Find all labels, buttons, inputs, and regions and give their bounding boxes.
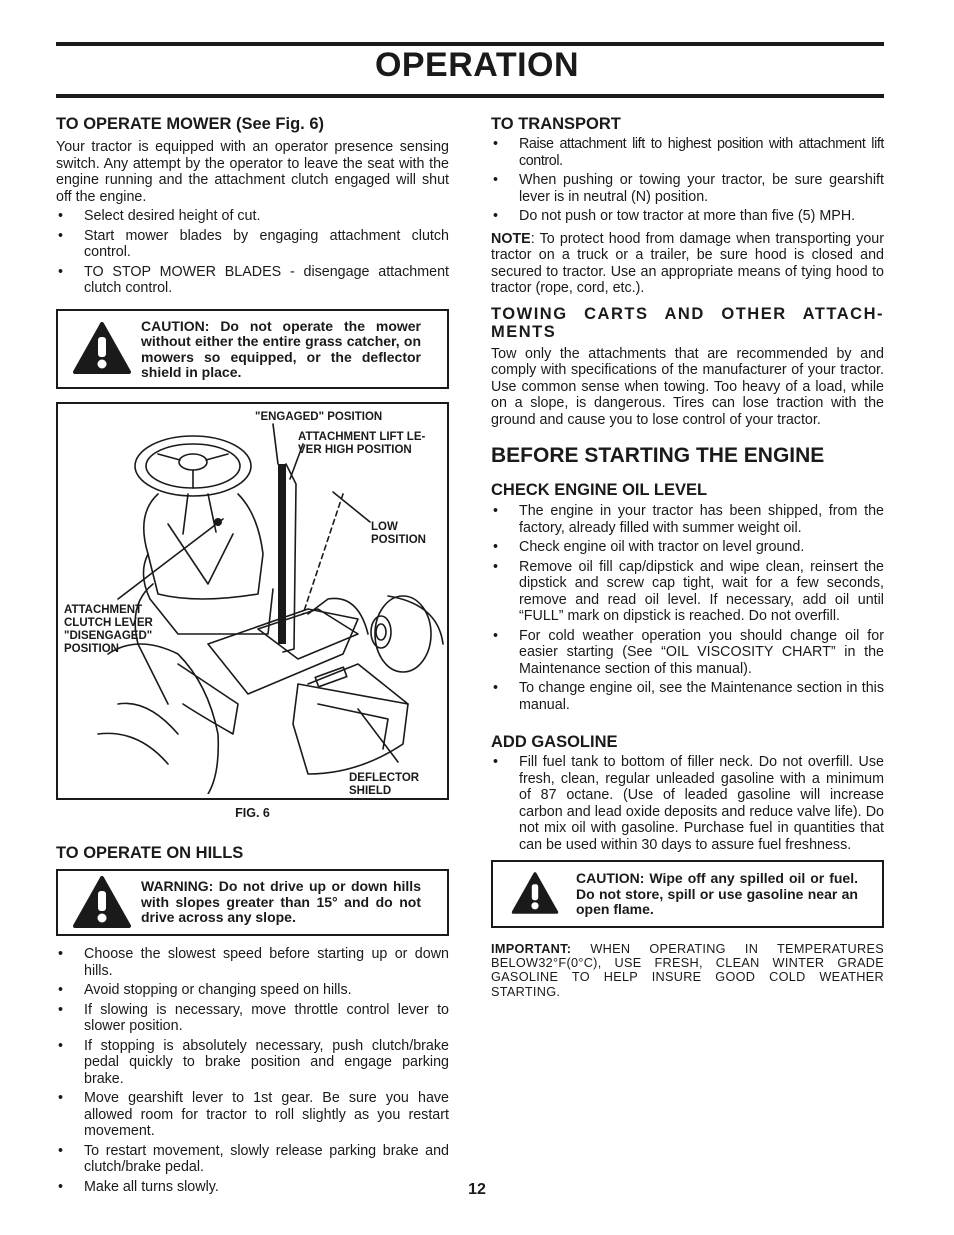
note-text: : To protect hood from damage when transporting your tractor on a truck or a trailer, be sure hood is closed and secured to tractor. Use an appropriate means of tying hood to tractor (rope, cord, etc.). <box>491 230 884 296</box>
gasoline-list <box>491 754 884 853</box>
list-item: • For cold weather operation you should change oil for easier starting (See “OIL VISCOSITY CHART” in the Maintenance section of this manual). <box>491 628 884 678</box>
list-item: • To restart movement, slowly release parking brake and clutch/brake pedal. <box>56 1143 449 1176</box>
label-low-position: LOW POSITION <box>371 520 426 546</box>
mower-heading: TO OPERATE MOWER (See Fig. 6) <box>56 115 324 133</box>
list-item: • If stopping is absolutely necessary, push clutch/brake pedal quickly to brake position and engage parking brake. <box>56 1038 449 1088</box>
caution-triangle-icon <box>72 321 132 375</box>
figure-6 <box>56 402 449 800</box>
label-deflector-shield: DEFLECTOR SHIELD <box>349 771 420 797</box>
list-item: • Move gearshift lever to 1st gear. Be sure you have allowed room for tractor to roll slightly as you restart movement. <box>56 1090 449 1140</box>
transport-note <box>491 231 884 297</box>
list-item: • Select desired height of cut. <box>56 208 449 225</box>
caution-triangle-icon <box>511 867 559 919</box>
hills-list <box>56 946 449 1195</box>
note-label: NOTE <box>491 230 531 247</box>
oil-list <box>491 503 884 713</box>
list-item: • Raise attachment lift to highest position with attachment lift control. <box>491 136 884 169</box>
list-item: • Make all turns slowly. <box>56 1179 449 1196</box>
before-starting-heading: BEFORE STARTING THE ENGINE <box>491 444 825 467</box>
list-item: • Avoid stopping or changing speed on hills. <box>56 982 449 999</box>
towing-text: Tow only the attachments that are recommended by and comply with specifications of the manufacturer of your tractor. Use common sense when towing. Too heavy of a load, while on a slope, is dangerous. Tires can lose traction with the ground and cause you to lose control of your tractor. <box>491 345 884 428</box>
list-item: • To change engine oil, see the Maintenance section in this manual. <box>491 680 884 713</box>
list-item: • Remove oil fill cap/dipstick and wipe clean, reinsert the dipstick and screw cap tight, wait for a few seconds, remove and read oil level. If necessary, add oil until “FULL” mark on dipstick is reached. Do not overfill. <box>491 559 884 625</box>
right-column <box>491 112 884 999</box>
gasoline-caution-box <box>491 860 884 928</box>
list-item: • Check engine oil with tractor on level ground. <box>491 539 884 556</box>
list-item: • Do not push or tow tractor at more than five (5) MPH. <box>491 208 884 225</box>
hills-warning-box <box>56 869 449 936</box>
tractor-illustration <box>58 404 447 794</box>
figure-caption: FIG. 6 <box>235 805 270 820</box>
list-item: • Fill fuel tank to bottom of filler neck. Do not overfill. Use fresh, clean, regular unleaded gasoline with a minimum of 87 octane. (Use of leaded gasoline will increase carbon and lead oxide deposits and reduce valve life). Do not mix oil with gasoline. Purchase fuel in quantities that can be used within 30 days to assure fuel freshness. <box>491 754 884 853</box>
left-column <box>56 112 449 1195</box>
transport-list <box>491 136 884 225</box>
gasoline-heading: ADD GASOLINE <box>491 733 618 751</box>
label-clutch-lever: ATTACHMENT CLUTCH LEVER "DISENGAGED" POSITION <box>64 603 153 655</box>
mower-intro: Your tractor is equipped with an operator presence sensing switch. Any attempt by the operator to leave the seat with the engine running and the attachment clutch engaged will shut off the engine. <box>56 139 449 205</box>
list-item: • Choose the slowest speed before starting up or down hills. <box>56 946 449 979</box>
mower-caution-box <box>56 309 449 389</box>
page-number: 12 <box>468 1181 486 1198</box>
list-item: • TO STOP MOWER BLADES - disengage attachment clutch control. <box>56 264 449 297</box>
label-engaged-position: "ENGAGED" POSITION <box>255 410 383 423</box>
important-note <box>491 942 884 999</box>
towing-heading: TOWING CARTS AND OTHER ATTACH-MENTS <box>491 304 884 341</box>
list-item: • The engine in your tractor has been shipped, from the factory, already filled with summer weight oil. <box>491 503 884 536</box>
mower-caution-text: CAUTION: Do not operate the mower without either the entire grass catcher, on mowers so equipped, or the deflector shield in place. <box>141 317 421 380</box>
important-text: WHEN OPERATING IN TEMPERATURES BELOW32°F(0°C), USE FRESH, CLEAN WINTER GRADE GASOLINE TO HELP INSURE GOOD COLD WEATHER STARTING. <box>491 942 884 999</box>
list-item: • Start mower blades by engaging attachment clutch control. <box>56 228 449 261</box>
list-item: • If slowing is necessary, move throttle control lever to slower position. <box>56 1002 449 1035</box>
hills-warning-text: WARNING: Do not drive up or down hills with slopes greater than 15° and do not drive across any slope. <box>141 878 421 925</box>
label-lift-high-position: ATTACHMENT LIFT LE- VER HIGH POSITION <box>298 430 426 456</box>
important-label: IMPORTANT: <box>491 942 572 956</box>
mower-list <box>56 208 449 297</box>
hills-heading: TO OPERATE ON HILLS <box>56 844 244 862</box>
oil-heading: CHECK ENGINE OIL LEVEL <box>491 481 708 499</box>
title-rule <box>56 94 884 98</box>
list-item: • When pushing or towing your tractor, be sure gearshift lever is in neutral (N) position. <box>491 172 884 205</box>
warning-triangle-icon <box>72 875 132 929</box>
page-title: OPERATION <box>374 46 580 84</box>
gasoline-caution-text: CAUTION: Wipe off any spilled oil or fuel. Do not store, spill or use gasoline near an open flame. <box>576 870 858 917</box>
transport-heading: TO TRANSPORT <box>491 115 621 133</box>
